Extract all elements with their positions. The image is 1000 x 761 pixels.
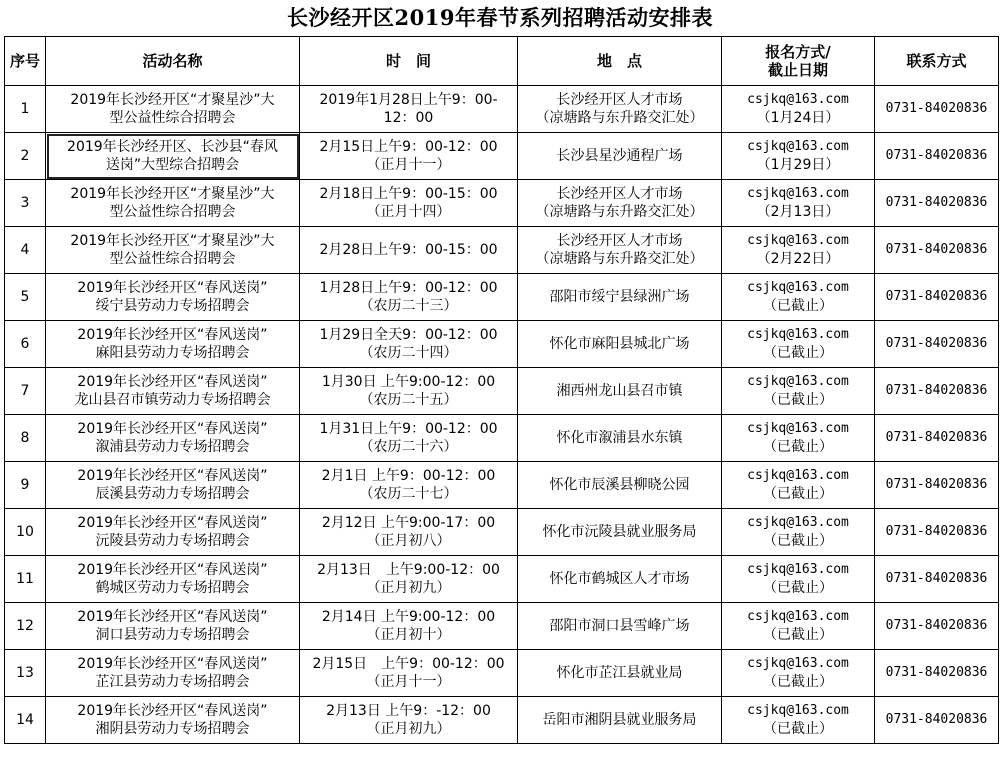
name-line2: 洞口县劳动力专场招聘会 xyxy=(95,627,250,643)
header-signup-line2: 截止日期 xyxy=(767,61,828,79)
time-line2: （正月初八） xyxy=(366,533,451,549)
signup-deadline: （1月24日） xyxy=(756,110,840,126)
time-line2: （农历二十三） xyxy=(359,298,458,314)
time-line1: 2月13日 上午9：-12：00 xyxy=(326,703,491,719)
signup-email: csjkq@163.com xyxy=(747,92,849,107)
name-line2: 型公益性综合招聘会 xyxy=(109,204,236,220)
cell-place[interactable] xyxy=(518,697,722,744)
time-line1: 2月18日上午9：00-15：00 xyxy=(319,186,498,202)
cell-seq[interactable] xyxy=(5,227,46,274)
signup-email: csjkq@163.com xyxy=(747,233,849,248)
cell-contact[interactable] xyxy=(875,368,999,415)
time-line2: （正月初十） xyxy=(366,627,451,643)
name-line1: 2019年长沙经开区、长沙县“春风 xyxy=(67,139,278,155)
cell-seq[interactable] xyxy=(5,462,46,509)
cell-time[interactable] xyxy=(300,650,518,697)
place-line2: （凉塘路与东升路交汇处） xyxy=(535,110,704,126)
signup-email: csjkq@163.com xyxy=(747,327,849,342)
table-row xyxy=(5,415,999,462)
cell-signup[interactable] xyxy=(722,556,875,603)
header-contact: 联系方式 xyxy=(875,37,999,86)
cell-time[interactable] xyxy=(300,556,518,603)
place-line1: 邵阳市洞口县雪峰广场 xyxy=(549,618,690,634)
place-line1: 长沙经开区人才市场 xyxy=(556,92,683,108)
time-line1: 2月12日 上午9:00-17：00 xyxy=(321,515,496,531)
cell-seq[interactable] xyxy=(5,697,46,744)
seq-text: 2 xyxy=(20,148,30,164)
signup-deadline: （已截止） xyxy=(763,345,833,361)
name-line1: 2019年长沙经开区“春风送岗” xyxy=(77,468,268,484)
place-line1: 怀化市鹤城区人才市场 xyxy=(549,571,690,587)
place-line2: （凉塘路与东升路交汇处） xyxy=(535,251,704,267)
name-line1: 2019年长沙经开区“春风送岗” xyxy=(77,421,268,437)
signup-deadline: （已截止） xyxy=(763,627,833,643)
cell-time[interactable] xyxy=(300,697,518,744)
time-line2: 12：00 xyxy=(383,110,434,126)
seq-text: 8 xyxy=(20,430,30,446)
cell-signup[interactable] xyxy=(722,415,875,462)
place-line1: 湘西州龙山县召市镇 xyxy=(556,383,683,399)
cell-time[interactable] xyxy=(300,603,518,650)
contact-phone: 0731-84020836 xyxy=(885,101,988,116)
cell-time[interactable] xyxy=(300,227,518,274)
place-line1: 长沙经开区人才市场 xyxy=(556,233,683,249)
signup-email: csjkq@163.com xyxy=(747,562,849,577)
signup-email: csjkq@163.com xyxy=(747,703,849,718)
cell-signup[interactable] xyxy=(722,368,875,415)
place-line2: （凉塘路与东升路交汇处） xyxy=(535,204,704,220)
cell-place[interactable] xyxy=(518,556,722,603)
cell-time[interactable] xyxy=(300,462,518,509)
cell-signup[interactable] xyxy=(722,86,875,133)
cell-name[interactable] xyxy=(46,556,300,603)
time-line2: （正月初九） xyxy=(366,721,451,737)
table-row xyxy=(5,368,999,415)
seq-text: 11 xyxy=(16,571,34,587)
cell-place[interactable] xyxy=(518,227,722,274)
cell-name[interactable] xyxy=(46,368,300,415)
signup-deadline: （已截止） xyxy=(763,392,833,408)
cell-contact[interactable] xyxy=(875,415,999,462)
name-line2: 溆浦县劳动力专场招聘会 xyxy=(95,439,250,455)
time-line1: 1月30日 上午9:00-12：00 xyxy=(321,374,496,390)
signup-deadline: （2月13日） xyxy=(756,204,840,220)
cell-name[interactable] xyxy=(46,697,300,744)
place-line1: 怀化市溆浦县水东镇 xyxy=(556,430,683,446)
cell-place[interactable] xyxy=(518,133,722,180)
contact-phone: 0731-84020836 xyxy=(885,430,988,445)
signup-email: csjkq@163.com xyxy=(747,468,849,483)
cell-contact[interactable] xyxy=(875,321,999,368)
cell-name[interactable] xyxy=(46,603,300,650)
cell-seq[interactable] xyxy=(5,415,46,462)
name-line2: 型公益性综合招聘会 xyxy=(109,251,236,267)
cell-seq[interactable] xyxy=(5,274,46,321)
contact-phone: 0731-84020836 xyxy=(885,242,988,257)
cell-contact[interactable] xyxy=(875,509,999,556)
place-line1: 岳阳市湘阴县就业服务局 xyxy=(542,712,697,728)
seq-text: 10 xyxy=(16,524,34,540)
place-line1: 怀化市芷江县就业局 xyxy=(556,665,683,681)
signup-email: csjkq@163.com xyxy=(747,186,849,201)
cell-seq[interactable] xyxy=(5,321,46,368)
cell-name[interactable] xyxy=(46,321,300,368)
signup-deadline: （已截止） xyxy=(763,721,833,737)
cell-signup[interactable] xyxy=(722,321,875,368)
cell-signup[interactable] xyxy=(722,697,875,744)
cell-contact[interactable] xyxy=(875,86,999,133)
cell-place[interactable] xyxy=(518,603,722,650)
header-place: 地 点 xyxy=(518,37,722,86)
cell-place[interactable] xyxy=(518,180,722,227)
contact-phone: 0731-84020836 xyxy=(885,195,988,210)
cell-place[interactable] xyxy=(518,650,722,697)
header-name: 活动名称 xyxy=(46,37,300,86)
time-line1: 2月15日 上午9：00-12：00 xyxy=(312,656,505,672)
table-row xyxy=(5,274,999,321)
place-line1: 怀化市沅陵县就业服务局 xyxy=(542,524,697,540)
seq-text: 9 xyxy=(20,477,30,493)
cell-time[interactable] xyxy=(300,415,518,462)
table-row xyxy=(5,697,999,744)
time-line1: 1月29日全天9：00-12：00 xyxy=(319,327,498,343)
place-line1: 怀化市麻阳县城北广场 xyxy=(549,336,690,352)
place-line1: 邵阳市绥宁县绿洲广场 xyxy=(549,289,690,305)
table-row xyxy=(5,509,999,556)
table-row xyxy=(5,462,999,509)
name-line2: 鹤城区劳动力专场招聘会 xyxy=(95,580,250,596)
cell-seq[interactable] xyxy=(5,86,46,133)
contact-phone: 0731-84020836 xyxy=(885,712,988,727)
cell-seq[interactable] xyxy=(5,509,46,556)
name-line2: 麻阳县劳动力专场招聘会 xyxy=(95,345,250,361)
cell-contact[interactable] xyxy=(875,133,999,180)
name-line1: 2019年长沙经开区“才聚星沙”大 xyxy=(70,186,275,202)
table-row xyxy=(5,180,999,227)
cell-time[interactable] xyxy=(300,86,518,133)
name-line2: 辰溪县劳动力专场招聘会 xyxy=(95,486,250,502)
cell-seq[interactable] xyxy=(5,603,46,650)
place-line1: 怀化市辰溪县柳晓公园 xyxy=(549,477,690,493)
cell-signup[interactable] xyxy=(722,650,875,697)
seq-text: 5 xyxy=(20,289,30,305)
cell-contact[interactable] xyxy=(875,603,999,650)
name-line2: 送岗”大型综合招聘会 xyxy=(105,157,240,173)
page-title: 长沙经开区2019年春节系列招聘活动安排表 xyxy=(287,5,713,30)
contact-phone: 0731-84020836 xyxy=(885,618,988,633)
cell-name[interactable] xyxy=(46,180,300,227)
cell-seq[interactable] xyxy=(5,133,46,180)
name-line1: 2019年长沙经开区“春风送岗” xyxy=(77,327,268,343)
cell-time[interactable] xyxy=(300,274,518,321)
cell-signup[interactable] xyxy=(722,180,875,227)
table-row xyxy=(5,227,999,274)
cell-contact[interactable] xyxy=(875,227,999,274)
time-line2: （农历二十七） xyxy=(359,486,458,502)
contact-phone: 0731-84020836 xyxy=(885,665,988,680)
header-signup-line1: 报名方式/ xyxy=(765,43,831,61)
seq-text: 1 xyxy=(20,101,30,117)
table-row xyxy=(5,133,999,180)
name-line1: 2019年长沙经开区“春风送岗” xyxy=(77,374,268,390)
table-row xyxy=(5,650,999,697)
time-line1: 2019年1月28日上午9：00- xyxy=(319,92,498,108)
name-line1: 2019年长沙经开区“才聚星沙”大 xyxy=(70,92,275,108)
contact-phone: 0731-84020836 xyxy=(885,289,988,304)
signup-deadline: （已截止） xyxy=(763,580,833,596)
contact-phone: 0731-84020836 xyxy=(885,383,988,398)
seq-text: 13 xyxy=(16,665,34,681)
name-line1: 2019年长沙经开区“春风送岗” xyxy=(77,280,268,296)
cell-place[interactable] xyxy=(518,86,722,133)
cell-time[interactable] xyxy=(300,321,518,368)
place-line1: 长沙县星沙通程广场 xyxy=(556,148,683,164)
cell-name[interactable] xyxy=(46,86,300,133)
cell-contact[interactable] xyxy=(875,556,999,603)
cell-seq[interactable] xyxy=(5,180,46,227)
time-line1: 2月15日上午9：00-12：00 xyxy=(319,139,498,155)
time-line1: 2月28日上午9：00-15：00 xyxy=(319,242,498,258)
name-line1: 2019年长沙经开区“才聚星沙”大 xyxy=(70,233,275,249)
signup-email: csjkq@163.com xyxy=(747,656,849,671)
cell-name[interactable] xyxy=(46,650,300,697)
signup-deadline: （已截止） xyxy=(763,439,833,455)
contact-phone: 0731-84020836 xyxy=(885,571,988,586)
seq-text: 14 xyxy=(16,712,34,728)
cell-contact[interactable] xyxy=(875,462,999,509)
header-seq: 序号 xyxy=(5,37,46,86)
name-line1: 2019年长沙经开区“春风送岗” xyxy=(77,703,268,719)
time-line1: 2月13日 上午9:00-12：00 xyxy=(317,562,500,578)
time-line2: （正月十四） xyxy=(366,204,451,220)
schedule-table xyxy=(4,36,999,744)
contact-phone: 0731-84020836 xyxy=(885,477,988,492)
cell-signup[interactable] xyxy=(722,227,875,274)
signup-deadline: （2月22日） xyxy=(756,251,840,267)
cell-signup[interactable] xyxy=(722,509,875,556)
cell-place[interactable] xyxy=(518,462,722,509)
place-line1: 长沙经开区人才市场 xyxy=(556,186,683,202)
cell-place[interactable] xyxy=(518,415,722,462)
time-line2: （正月十一） xyxy=(366,157,451,173)
cell-time[interactable] xyxy=(300,368,518,415)
time-line2: （正月初九） xyxy=(366,580,451,596)
header-signup xyxy=(722,37,875,86)
name-line1: 2019年长沙经开区“春风送岗” xyxy=(77,609,268,625)
seq-text: 4 xyxy=(20,242,30,258)
cell-signup[interactable] xyxy=(722,462,875,509)
time-line1: 1月31日上午9：00-12：00 xyxy=(319,421,498,437)
name-line1: 2019年长沙经开区“春风送岗” xyxy=(77,562,268,578)
signup-email: csjkq@163.com xyxy=(747,280,849,295)
cell-name[interactable] xyxy=(46,509,300,556)
name-line2: 湘阴县劳动力专场招聘会 xyxy=(95,721,250,737)
name-line1: 2019年长沙经开区“春风送岗” xyxy=(77,515,268,531)
cell-contact[interactable] xyxy=(875,274,999,321)
table-row xyxy=(5,86,999,133)
time-line2: （农历二十五） xyxy=(359,392,458,408)
cell-signup[interactable] xyxy=(722,603,875,650)
cell-place[interactable] xyxy=(518,274,722,321)
signup-email: csjkq@163.com xyxy=(747,609,849,624)
cell-time[interactable] xyxy=(300,133,518,180)
cell-seq[interactable] xyxy=(5,556,46,603)
time-line1: 2月1日 上午9：00-12：00 xyxy=(321,468,496,484)
seq-text: 6 xyxy=(20,336,30,352)
signup-email: csjkq@163.com xyxy=(747,374,849,389)
cell-contact[interactable] xyxy=(875,697,999,744)
name-line2: 芷江县劳动力专场招聘会 xyxy=(95,674,250,690)
header-time: 时 间 xyxy=(300,37,518,86)
table-row xyxy=(5,321,999,368)
table-row xyxy=(5,556,999,603)
cell-name[interactable] xyxy=(46,415,300,462)
signup-deadline: （已截止） xyxy=(763,486,833,502)
name-line2: 绥宁县劳动力专场招聘会 xyxy=(95,298,250,314)
contact-phone: 0731-84020836 xyxy=(885,148,988,163)
time-line2: （农历二十四） xyxy=(359,345,458,361)
name-line2: 龙山县召市镇劳动力专场招聘会 xyxy=(74,392,271,408)
signup-deadline: （已截止） xyxy=(763,533,833,549)
cell-contact[interactable] xyxy=(875,650,999,697)
cell-place[interactable] xyxy=(518,509,722,556)
cell-name[interactable] xyxy=(46,133,300,180)
time-line1: 2月14日 上午9:00-12：00 xyxy=(321,609,496,625)
contact-phone: 0731-84020836 xyxy=(885,336,988,351)
cell-seq[interactable] xyxy=(5,650,46,697)
cell-signup[interactable] xyxy=(722,133,875,180)
signup-deadline: （1月29日） xyxy=(756,157,840,173)
header-row xyxy=(5,37,999,86)
cell-name[interactable] xyxy=(46,227,300,274)
name-line1: 2019年长沙经开区“春风送岗” xyxy=(77,656,268,672)
seq-text: 7 xyxy=(20,383,30,399)
signup-email: csjkq@163.com xyxy=(747,421,849,436)
name-line2: 型公益性综合招聘会 xyxy=(109,110,236,126)
signup-email: csjkq@163.com xyxy=(747,515,849,530)
seq-text: 3 xyxy=(20,195,30,211)
signup-deadline: （已截止） xyxy=(763,674,833,690)
table-body xyxy=(5,86,999,744)
table-row xyxy=(5,603,999,650)
signup-email: csjkq@163.com xyxy=(747,139,849,154)
cell-signup[interactable] xyxy=(722,274,875,321)
signup-deadline: （已截止） xyxy=(763,298,833,314)
cell-time[interactable] xyxy=(300,509,518,556)
seq-text: 12 xyxy=(16,618,34,634)
cell-contact[interactable] xyxy=(875,180,999,227)
time-line2: （正月十一） xyxy=(366,674,451,690)
time-line1: 1月28日上午9：00-12：00 xyxy=(319,280,498,296)
cell-name[interactable] xyxy=(46,274,300,321)
cell-name[interactable] xyxy=(46,462,300,509)
cell-place[interactable] xyxy=(518,321,722,368)
time-line2: （农历二十六） xyxy=(359,439,458,455)
name-line2: 沅陵县劳动力专场招聘会 xyxy=(95,533,250,549)
cell-place[interactable] xyxy=(518,368,722,415)
cell-seq[interactable] xyxy=(5,368,46,415)
cell-time[interactable] xyxy=(300,180,518,227)
contact-phone: 0731-84020836 xyxy=(885,524,988,539)
